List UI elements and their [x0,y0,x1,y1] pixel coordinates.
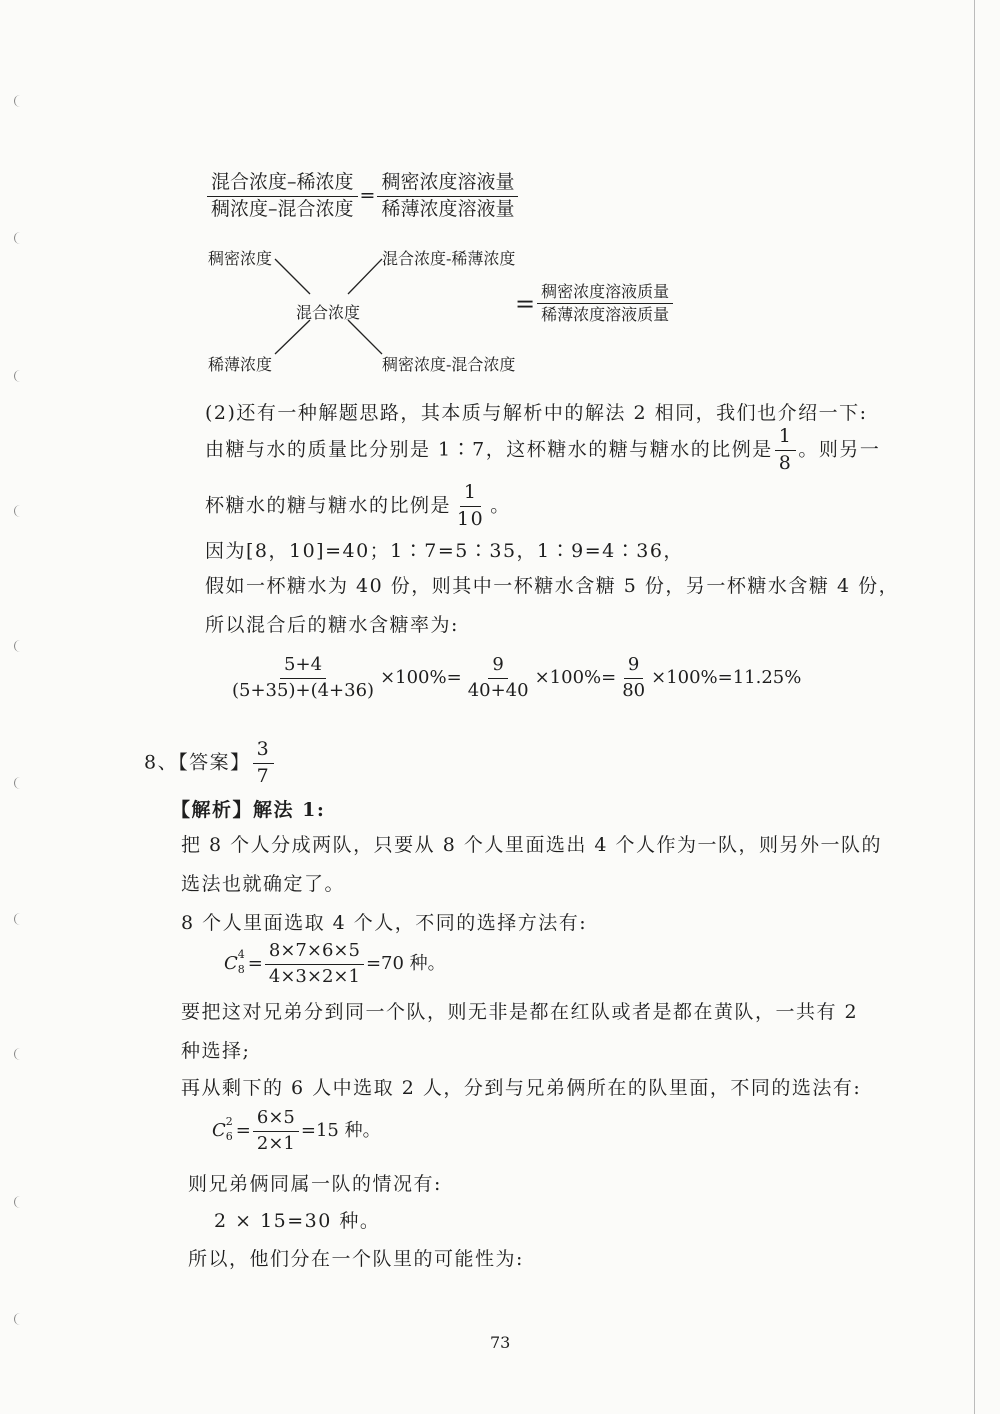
method2-line2 [205,426,880,475]
cross-top-right: 混合浓度-稀薄浓度 [382,249,516,268]
fraction-numerator: 混合浓度–稀浓度 [207,172,358,197]
cross-bottom-right: 稠密浓度-混合浓度 [382,355,516,374]
superscript: 4 [237,948,245,962]
c62-fraction [253,1108,299,1154]
combination-indices [237,948,248,977]
fraction-denominator: 10 [457,507,485,530]
method2-line5: 假如一杯糖水为 40 份，则其中一杯糖水含糖 5 份，另一杯糖水含糖 4 份， [205,575,900,597]
sugar-rate-calculation [226,655,801,701]
fraction-numerator: 3 [253,739,275,764]
cross-center: 混合浓度 [296,303,361,322]
analysis-line4: 要把这对兄弟分到同一个队，则无非是都在红队或者是都在黄队，一共有 2 [181,1001,859,1023]
ratio-fraction-right [377,172,518,221]
analysis-line6: 再从剩下的 6 人中选取 2 人，分到与兄弟俩所在的队里面，不同的选法有: [181,1077,862,1099]
fraction-numerator: 9 [488,655,507,679]
fraction-denominator: 稠浓度–混合浓度 [211,197,354,220]
text-segment: ×100%= [534,667,617,689]
ratio-fraction-left [207,172,358,221]
fraction-denominator: 4×3×2×1 [268,965,360,987]
q8-answer [144,739,276,788]
fraction-numerator: 稠密浓度溶液质量 [537,283,673,304]
combination-symbol: C [212,1120,226,1142]
equals-sign: = [515,289,536,318]
text-segment: 。 [490,494,511,517]
page-number: 73 [490,1333,511,1352]
binding-hole [14,232,22,244]
fraction-numerator: 1 [775,426,797,451]
equals-sign: = [359,184,376,207]
fraction-denominator: 80 [622,679,646,701]
text-segment: ×100%= [380,667,462,689]
fraction-1-8 [775,426,797,475]
binding-hole [14,95,22,107]
fraction-denominator: 7 [256,764,271,787]
analysis-line9: 所以，他们分在一个队里的可能性为: [188,1248,524,1270]
analysis-line3: 8 个人里面选取 4 个人，不同的选择方法有: [181,912,588,934]
fraction-denominator: 稀薄浓度溶液质量 [541,305,670,325]
page-edge-line [974,0,975,1414]
binding-hole [14,505,22,517]
combination-c84 [224,941,446,987]
text-segment: ×100%=11.25% [651,667,802,689]
combination-indices [225,1115,236,1144]
q8-label: 8、【答案】 [144,751,251,774]
method2-line4: 因为[8，10]=40；1∶7=5∶35，1∶9=4∶36， [205,540,684,562]
binding-hole [14,777,22,789]
combination-c62 [212,1108,381,1154]
c84-fraction [265,941,364,987]
fraction-numerator: 稠密浓度溶液量 [377,172,518,197]
fraction-numerator: 5+4 [280,655,326,679]
equals-sign: = [247,953,263,975]
cross-result [515,283,675,325]
cross-top-left: 稠密浓度 [208,249,273,268]
analysis-line2: 选法也就确定了。 [181,873,346,895]
binding-hole [14,1048,22,1060]
fraction-1-10 [453,482,488,531]
analysis-label: 【解析】解法 1: [171,799,326,821]
superscript: 2 [225,1115,233,1129]
method2-line1: (2)还有一种解题思路，其本质与解析中的解法 2 相同，我们也介绍一下: [205,402,868,424]
method2-line3 [205,482,511,531]
subscript: 6 [225,1130,233,1144]
binding-hole [14,1196,22,1208]
fraction-denominator: 8 [778,451,793,474]
analysis-line1: 把 8 个人分成两队，只要从 8 个人里面选出 4 个人作为一队，则另外一队的 [181,834,883,856]
analysis-line8: 2 × 15=30 种。 [214,1210,381,1232]
text-segment: 杯糖水的糖与糖水的比例是 [205,494,452,517]
fraction-numerator: 9 [624,655,643,679]
concentration-ratio-formula [205,172,520,221]
text-segment: =15 种。 [300,1120,381,1142]
analysis-line7: 则兄弟俩同属一队的情况有: [188,1173,442,1195]
fraction-numerator: 8×7×6×5 [265,941,364,965]
text-segment: 。则另一 [798,438,881,461]
subscript: 8 [237,963,245,977]
cross-result-fraction [537,283,673,325]
calc-fraction-3 [618,655,649,701]
text-segment: =70 种。 [365,953,446,975]
text-segment: 由糖与水的质量比分别是 1∶7，这杯糖水的糖与糖水的比例是 [205,438,773,461]
binding-hole [14,913,22,925]
binding-hole [14,1313,22,1325]
calc-fraction-1 [228,655,378,701]
fraction-numerator: 1 [460,482,482,507]
analysis-line5: 种选择; [181,1040,251,1062]
method2-line6: 所以混合后的糖水含糖率为: [205,614,459,636]
binding-hole [14,370,22,382]
binding-hole [14,640,22,652]
fraction-denominator: 2×1 [256,1132,295,1154]
fraction-denominator: (5+35)+(4+36) [232,679,375,701]
fraction-denominator: 40+40 [467,679,529,701]
answer-fraction [253,739,275,788]
equals-sign: = [235,1120,251,1142]
fraction-numerator: 6×5 [253,1108,299,1132]
fraction-denominator: 稀薄浓度溶液量 [381,197,515,220]
calc-fraction-2 [464,655,533,701]
combination-symbol: C [224,953,238,975]
cross-bottom-left: 稀薄浓度 [208,355,273,374]
